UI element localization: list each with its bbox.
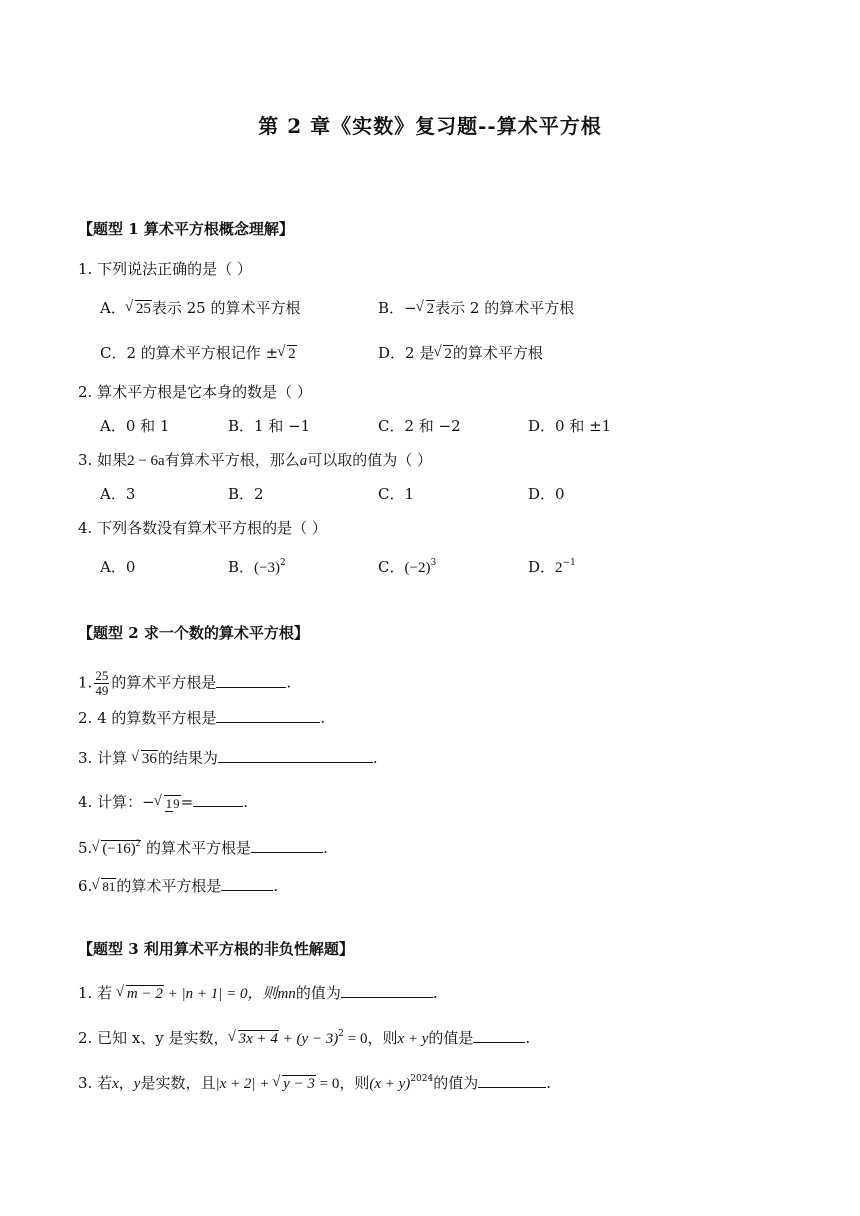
s1-q1-option-a: A．√ 25表示 25 的算术平方根 [100, 298, 300, 319]
s2-q6: 6.√ 81的算术平方根是 . [78, 876, 278, 897]
answer-blank[interactable] [216, 708, 320, 723]
answer-blank[interactable] [221, 876, 273, 891]
s1-q2-option-a: A．0 和 1 [100, 417, 170, 435]
s1-q2-option-c: C．2 和 −2 [378, 417, 461, 435]
answer-blank[interactable] [193, 792, 243, 807]
s1-q4-option-d: D．$2^{-1}$ [528, 558, 576, 576]
s2-q3: 3. 计算 √ 36的结果为 . [78, 748, 378, 769]
s2-q5: 5.√ $(-16)^2$ 的算术平方根是 . [78, 838, 328, 859]
answer-blank[interactable] [478, 1073, 546, 1088]
s1-q4-option-c: C．$(-2)^3$ [378, 558, 437, 576]
s1-q3-option-c: C．1 [378, 485, 415, 503]
s1-q3-option-b: B．2 [228, 485, 264, 503]
s1-q3-option-a: A．3 [100, 485, 136, 503]
s1-q4-stem: 4. 下列各数没有算术平方根的是（ ） [78, 519, 327, 537]
s1-q2-stem: 2. 算术平方根是它本身的数是（ ） [78, 383, 312, 401]
s1-q4-option-b: B．$(-3)^2$ [228, 558, 286, 576]
section-1-header: 【题型 1 算术平方根概念理解】 [78, 220, 294, 238]
s1-q1-option-b: B．−√ 2表示 2 的算术平方根 [378, 298, 574, 319]
s1-q4-option-a: A．0 [100, 558, 136, 576]
s1-q1-option-c: C．2 的算术平方根记作 ±√ 2 [100, 343, 297, 364]
s1-q3-option-d: D．0 [528, 485, 565, 503]
s1-q1-stem: 1. 下列说法正确的是（ ） [78, 260, 252, 278]
s1-q2-option-b: B．1 和 −1 [228, 417, 311, 435]
s1-q3-stem: 3. 如果2 − 6a有算术平方根，那么a可以取的值为（ ） [78, 451, 433, 469]
answer-blank[interactable] [216, 673, 286, 688]
s1-q2-option-d: D．0 和 ±1 [528, 417, 612, 435]
s2-q4: 4. 计算：−√ 19= . [78, 792, 248, 813]
section-2-header: 【题型 2 求一个数的算术平方根】 [78, 624, 309, 642]
answer-blank[interactable] [218, 748, 373, 763]
section-3-header: 【题型 3 利用算术平方根的非负性解题】 [78, 940, 354, 958]
s3-q2: 2. 已知 x、y 是实数，√ $3x + 4 + (y - 3)^2 = 0$，则x + y的值是 . [78, 1028, 530, 1049]
s2-q2: 2. 4 的算数平方根是 . [78, 709, 326, 727]
answer-blank[interactable] [251, 838, 323, 853]
s1-q1-option-d: D．2 是√ 2的算术平方根 [378, 343, 543, 364]
s3-q3: 3. 若x，y是实数，且|x + 2| + √ y − 3 = 0，则$(x + y)^{2024}$的值为 . [78, 1073, 551, 1094]
answer-blank[interactable] [473, 1028, 525, 1043]
page-title: 第 2 章《实数》复习题--算术平方根 [258, 114, 602, 138]
s2-q1: 1. $\frac{25}{49}$ 的算术平方根是 . [78, 668, 292, 698]
s3-q1: 1. 若 √ m − 2 + |n + 1| = 0，则mn的值为 . [78, 983, 438, 1004]
answer-blank[interactable] [341, 983, 433, 998]
